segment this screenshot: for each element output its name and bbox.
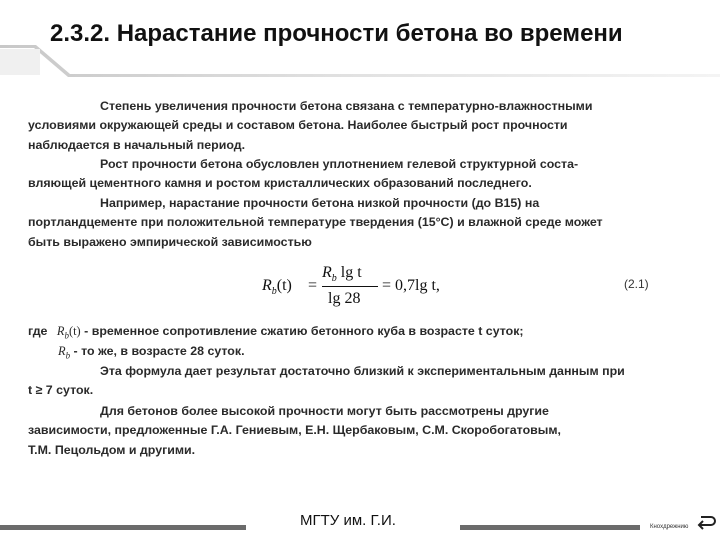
text-line: вляющей цементного камня и ростом кристаллических образований последнего.: [28, 176, 532, 191]
paragraph-5: [28, 402, 700, 460]
text-line: Т.М. Пецольдом и другими.: [28, 442, 196, 457]
symbol-rb-t: $R_b(t)$: [56, 324, 81, 341]
text-line: портландцементе при положительной температуре твердения (15°С) и влажной среде может: [28, 215, 603, 230]
formula-rhs: = 0,7lg t,: [382, 277, 440, 294]
text-line: Для бетонов более высокой прочности могут быть рассмотрены другие: [100, 404, 549, 418]
paragraph-4: [28, 362, 700, 401]
text-line: t ≥ 7 суток.: [28, 383, 94, 398]
definition-text: - временное сопротивление сжатию бетонного куба в возрасте t суток;: [84, 324, 524, 338]
paragraph-1: [28, 97, 700, 155]
equation-number: (2.1): [624, 277, 649, 291]
text-line: условиями окружающей среды и составом бетона. Наиболее быстрый рост прочности: [28, 118, 568, 133]
footer-bar-right: [460, 525, 640, 530]
nav-link-label[interactable]: Кнохдрежнию: [650, 524, 689, 530]
formula-numerator: $R_b$ lg t: [322, 264, 362, 285]
formula-denominator: lg 28: [328, 290, 361, 307]
text-line: Например, нарастание прочности бетона низкой прочности (до B15) на: [100, 196, 540, 210]
slide-title: 2.3.2. Нарастание прочности бетона во времени: [50, 20, 623, 47]
symbol-rb: $R_b$: [58, 344, 71, 361]
formula-equals: =: [308, 277, 318, 294]
formula-lhs: $R_b(t)$: [262, 277, 292, 298]
paragraph-3: [28, 194, 700, 252]
text-line: наблюдается в начальный период.: [28, 137, 246, 152]
paragraph-2: [28, 155, 700, 194]
footer-bar-left: [0, 525, 246, 530]
formula-2-1: [262, 264, 442, 312]
text-line: быть выражено эмпирической зависимостью: [28, 234, 312, 249]
definition-text: - то же, в возрасте 28 суток.: [73, 344, 245, 358]
return-arrow-icon[interactable]: [697, 512, 717, 530]
text-line: Рост прочности бетона обусловлен уплотнением гелевой структурной соста-: [100, 157, 579, 171]
text-line: Эта формула дает результат достаточно близкий к экспериментальным данным при: [100, 364, 625, 378]
where-label: где: [28, 324, 48, 338]
footer-institution: МГТУ им. Г.И.: [300, 512, 396, 529]
text-line: Степень увеличения прочности бетона связана с температурно-влажностными: [100, 99, 593, 113]
text-line: зависимости, предложенные Г.А. Гениевым, Е.Н. Щербаковым, С.М. Скоробогатовым,: [28, 423, 561, 438]
fraction-line: [322, 286, 378, 287]
